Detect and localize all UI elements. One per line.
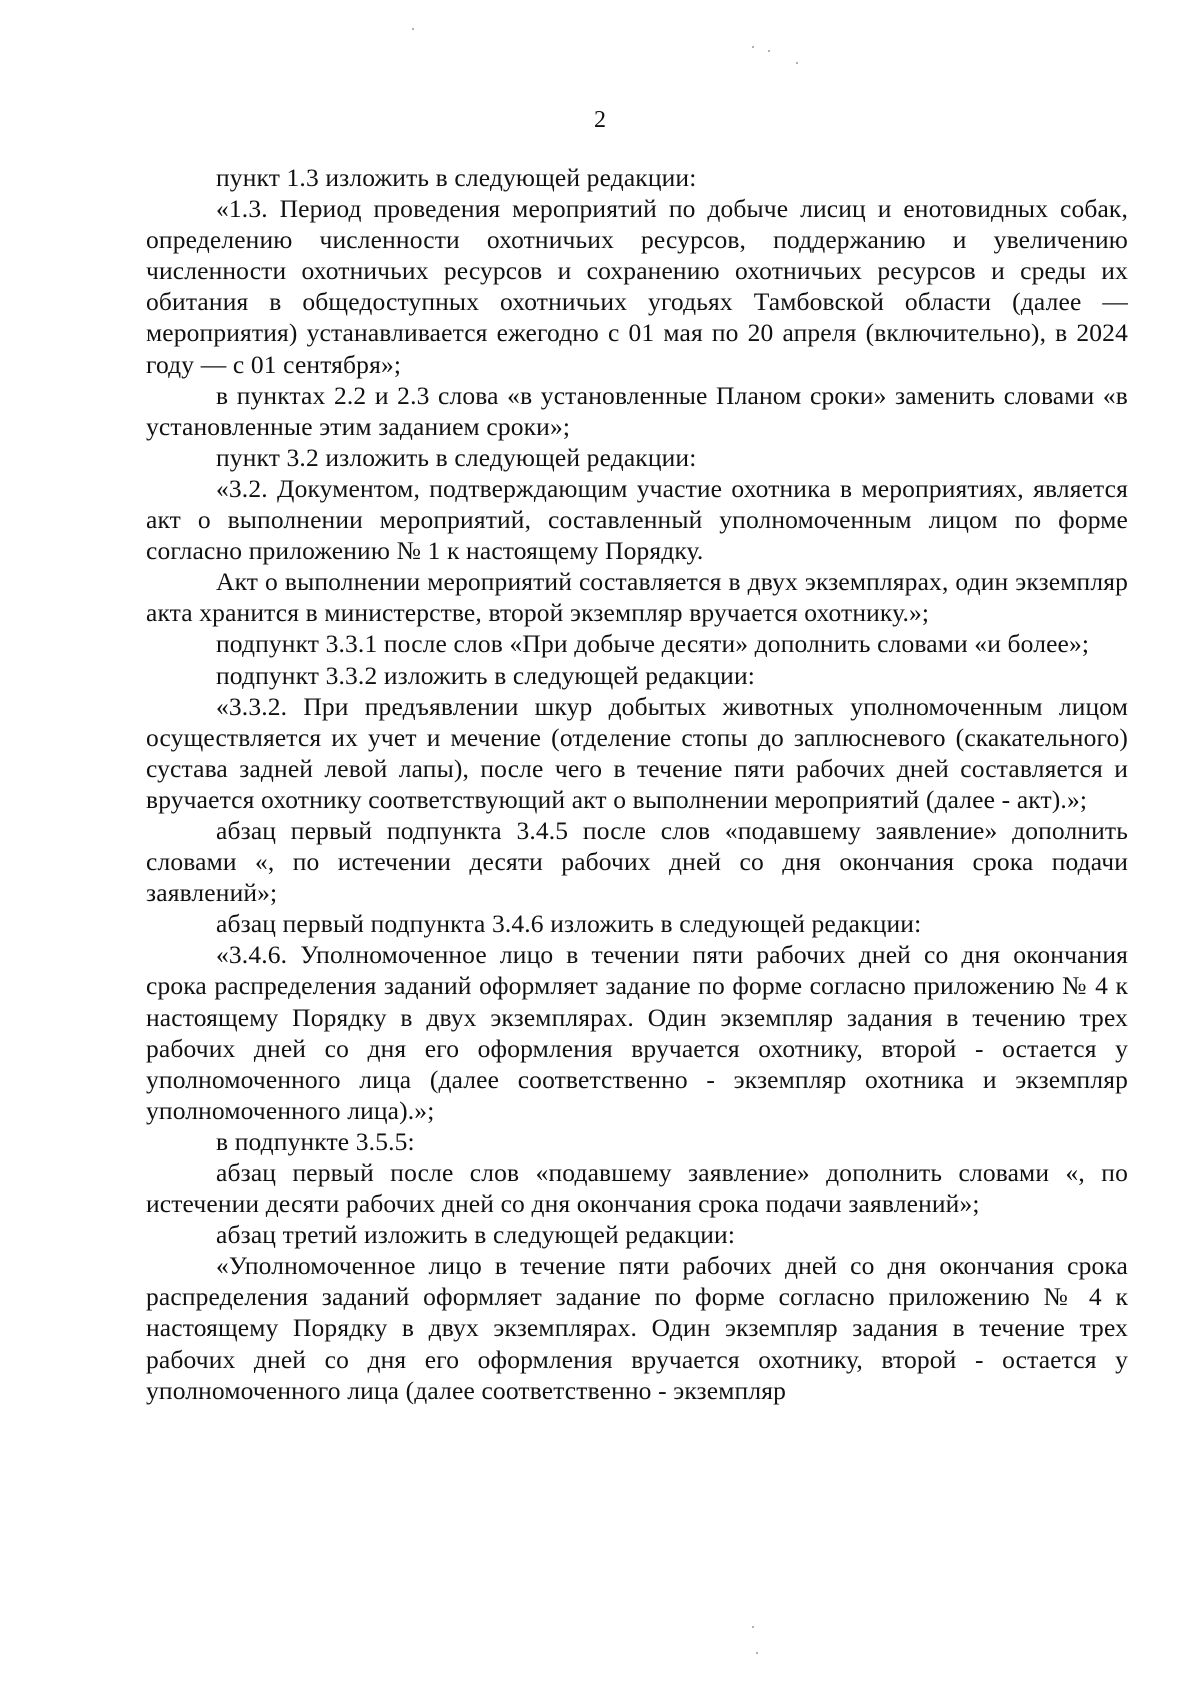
- paragraph: «3.2. Документом, подтверждающим участие охотника в мероприятиях, является акт о выполнении мероприятий, составленный уполномоченным лицом по форме согласно приложению № 1 к настоящему Порядку.: [146, 473, 1128, 566]
- scan-speck: [752, 46, 754, 48]
- document-body: [146, 162, 1128, 1406]
- paragraph: абзац первый подпункта 3.4.5 после слов «подавшему заявление» дополнить словами «, по истечении десяти рабочих дней со дня окончания срока подачи заявлений»;: [146, 815, 1128, 908]
- paragraph: в подпункте 3.5.5:: [216, 1126, 415, 1156]
- paragraph: абзац третий изложить в следующей редакции:: [216, 1220, 736, 1250]
- paragraph: абзац первый после слов «подавшему заявление» дополнить словами «, по истечении десяти рабочих дней со дня окончания срока подачи заявлений»;: [146, 1158, 1128, 1219]
- paragraph: в пунктах 2.2 и 2.3 слова «в установленные Планом сроки» заменить словами «в установленные этим заданием сроки»;: [146, 380, 1128, 441]
- paragraph: «Уполномоченное лицо в течение пяти рабочих дней со дня окончания срока распределения заданий оформляет задание по форме согласно приложению № 4 к настоящему Порядку в двух экземплярах. Один экземпляр задания в течение трех рабочих дней со дня его оформления вручается охотнику, второй - остается у уполномоченного лица (далее соответственно - экземпляр: [146, 1251, 1128, 1405]
- paragraph: «3.4.6. Уполномоченное лицо в течении пяти рабочих дней со дня окончания срока распределения заданий оформляет задание по форме согласно приложению № 4 к настоящему Порядку в двух экземплярах. Один экземпляр задания в течению трех рабочих дней со дня его оформления вручается охотнику, второй - остается у уполномоченного лица (далее соответственно - экземпляр охотника и экземпляр уполномоченного лица).»;: [146, 940, 1128, 1125]
- paragraph: пункт 3.2 изложить в следующей редакции:: [216, 442, 697, 472]
- scan-speck: [752, 1626, 754, 1628]
- paragraph: подпункт 3.3.2 изложить в следующей редакции:: [216, 660, 755, 690]
- paragraph: абзац первый подпункта 3.4.6 изложить в следующей редакции:: [216, 909, 922, 939]
- paragraph: Акт о выполнении мероприятий составляется в двух экземплярах, один экземпляр акта хранится в министерстве, второй экземпляр вручается охотнику.»;: [146, 567, 1128, 628]
- scan-speck: [412, 28, 414, 30]
- paragraph: пункт 1.3 изложить в следующей редакции:: [216, 163, 697, 192]
- paragraph: «1.3. Период проведения мероприятий по добыче лисиц и енотовидных собак, определению численности охотничьих ресурсов, поддержанию и увеличению численности охотничьих ресурсов и сохранению охотничьих ресурсов и среды их обитания в общедоступных охотничьих угодьях Тамбовской области (далее — мероприятия) устанавливается ежегодно с 01 мая по 20 апреля (включительно), в 2024 году — с 01 сентября»;: [146, 194, 1128, 379]
- scan-speck: [756, 1652, 758, 1654]
- scan-speck: [768, 50, 770, 52]
- paragraph: «3.3.2. При предъявлении шкур добытых животных уполномоченным лицом осуществляется их учет и мечение (отделение стопы до заплюсневого (скакательного) сустава задней левой лапы), после чего в течение пяти рабочих дней составляется и вручается охотнику соответствующий акт о выполнении мероприятий (далее - акт).»;: [146, 691, 1128, 814]
- page-number: 2: [594, 107, 606, 133]
- paragraph: подпункт 3.3.1 после слов «При добыче десяти» дополнить словами «и более»;: [216, 629, 1090, 659]
- scan-speck: [796, 62, 798, 64]
